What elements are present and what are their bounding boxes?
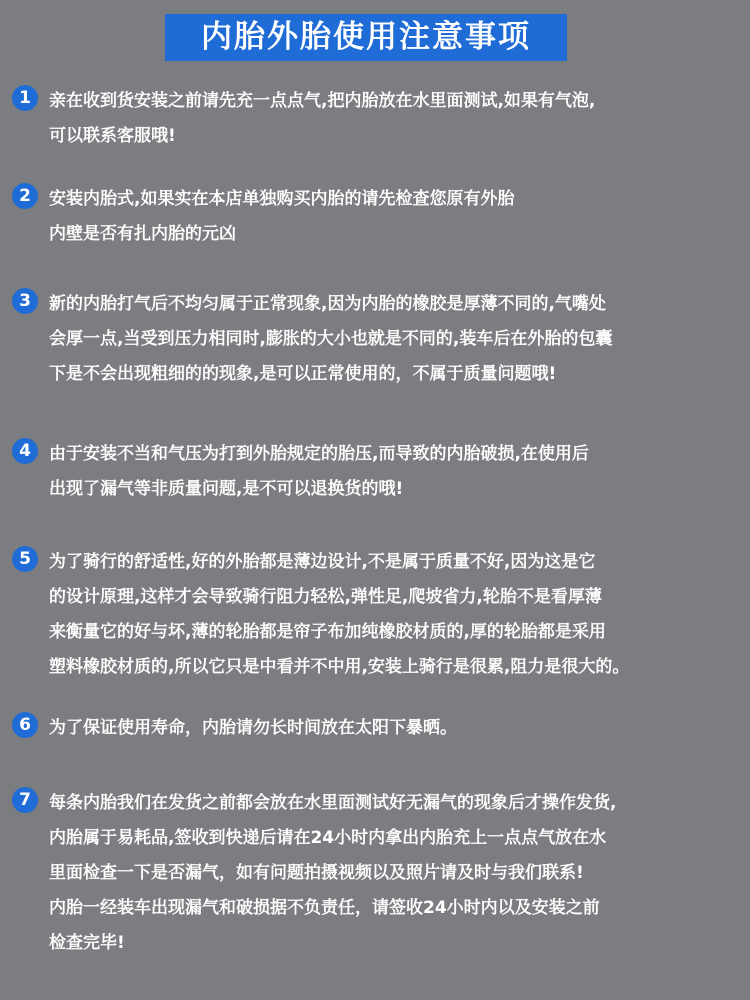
notice-text [49, 711, 744, 746]
notice-line: 为了保证使用寿命，内胎请勿长时间放在太阳下暴晒。 [49, 718, 457, 738]
notice-line: 新的内胎打气后不均匀属于正常现象,因为内胎的橡胶是厚薄不同的,气嘴处 [49, 294, 606, 314]
notice-line: 安装内胎式,如果实在本店单独购买内胎的请先检查您原有外胎 [49, 189, 515, 209]
notice-line: 来衡量它的好与坏,薄的轮胎都是帘子布加纯橡胶材质的,厚的轮胎都是采用 [49, 622, 606, 642]
notice-text [49, 84, 744, 154]
notice-line: 下是不会出现粗细的的现象,是可以正常使用的，不属于质量问题哦! [49, 364, 557, 384]
notice-text [49, 182, 744, 252]
notice-line: 可以联系客服哦! [49, 126, 176, 146]
notice-text [49, 545, 744, 685]
notice-line: 每条内胎我们在发货之前都会放在水里面测试好无漏气的现象后才操作发货, [49, 793, 617, 813]
notice-line: 内壁是否有扎内胎的元凶 [49, 224, 236, 244]
notice-line: 为了骑行的舒适性,好的外胎都是薄边设计,不是属于质量不好,因为这是它 [49, 552, 596, 572]
item-number-badge: 2 [12, 183, 38, 209]
notice-line: 由于安装不当和气压为打到外胎规定的胎压,而导致的内胎破损,在使用后 [49, 444, 589, 464]
notice-line: 内胎一经装车出现漏气和破损据不负责任，请签收24小时内以及安装之前 [49, 898, 600, 918]
notice-line: 塑料橡胶材质的,所以它只是中看并不中用,安装上骑行是很累,阻力是很大的。 [49, 657, 630, 677]
item-number-badge: 5 [12, 546, 38, 572]
notice-text [49, 786, 744, 961]
notice-line: 亲在收到货安装之前请先充一点点气,把内胎放在水里面测试,如果有气泡, [49, 91, 596, 111]
item-number-badge: 4 [12, 438, 38, 464]
notice-line: 检查完毕! [49, 933, 125, 953]
notice-line: 出现了漏气等非质量问题,是不可以退换货的哦! [49, 479, 404, 499]
item-number-badge: 7 [12, 787, 38, 813]
notice-text [49, 287, 744, 392]
item-number-badge: 1 [12, 85, 38, 111]
page-title: 内胎外胎使用注意事项 [165, 14, 567, 61]
notice-line: 的设计原理,这样才会导致骑行阻力轻松,弹性足,爬坡省力,轮胎不是看厚薄 [49, 587, 602, 607]
notice-line: 会厚一点,当受到压力相同时,膨胀的大小也就是不同的,装车后在外胎的包囊 [49, 329, 613, 349]
item-number-badge: 3 [12, 288, 38, 314]
notice-text [49, 437, 744, 507]
item-number-badge: 6 [12, 712, 38, 738]
notice-line: 内胎属于易耗品,签收到快递后请在24小时内拿出内胎充上一点点气放在水 [49, 828, 607, 848]
notice-line: 里面检查一下是否漏气，如有问题拍摄视频以及照片请及时与我们联系! [49, 863, 584, 883]
